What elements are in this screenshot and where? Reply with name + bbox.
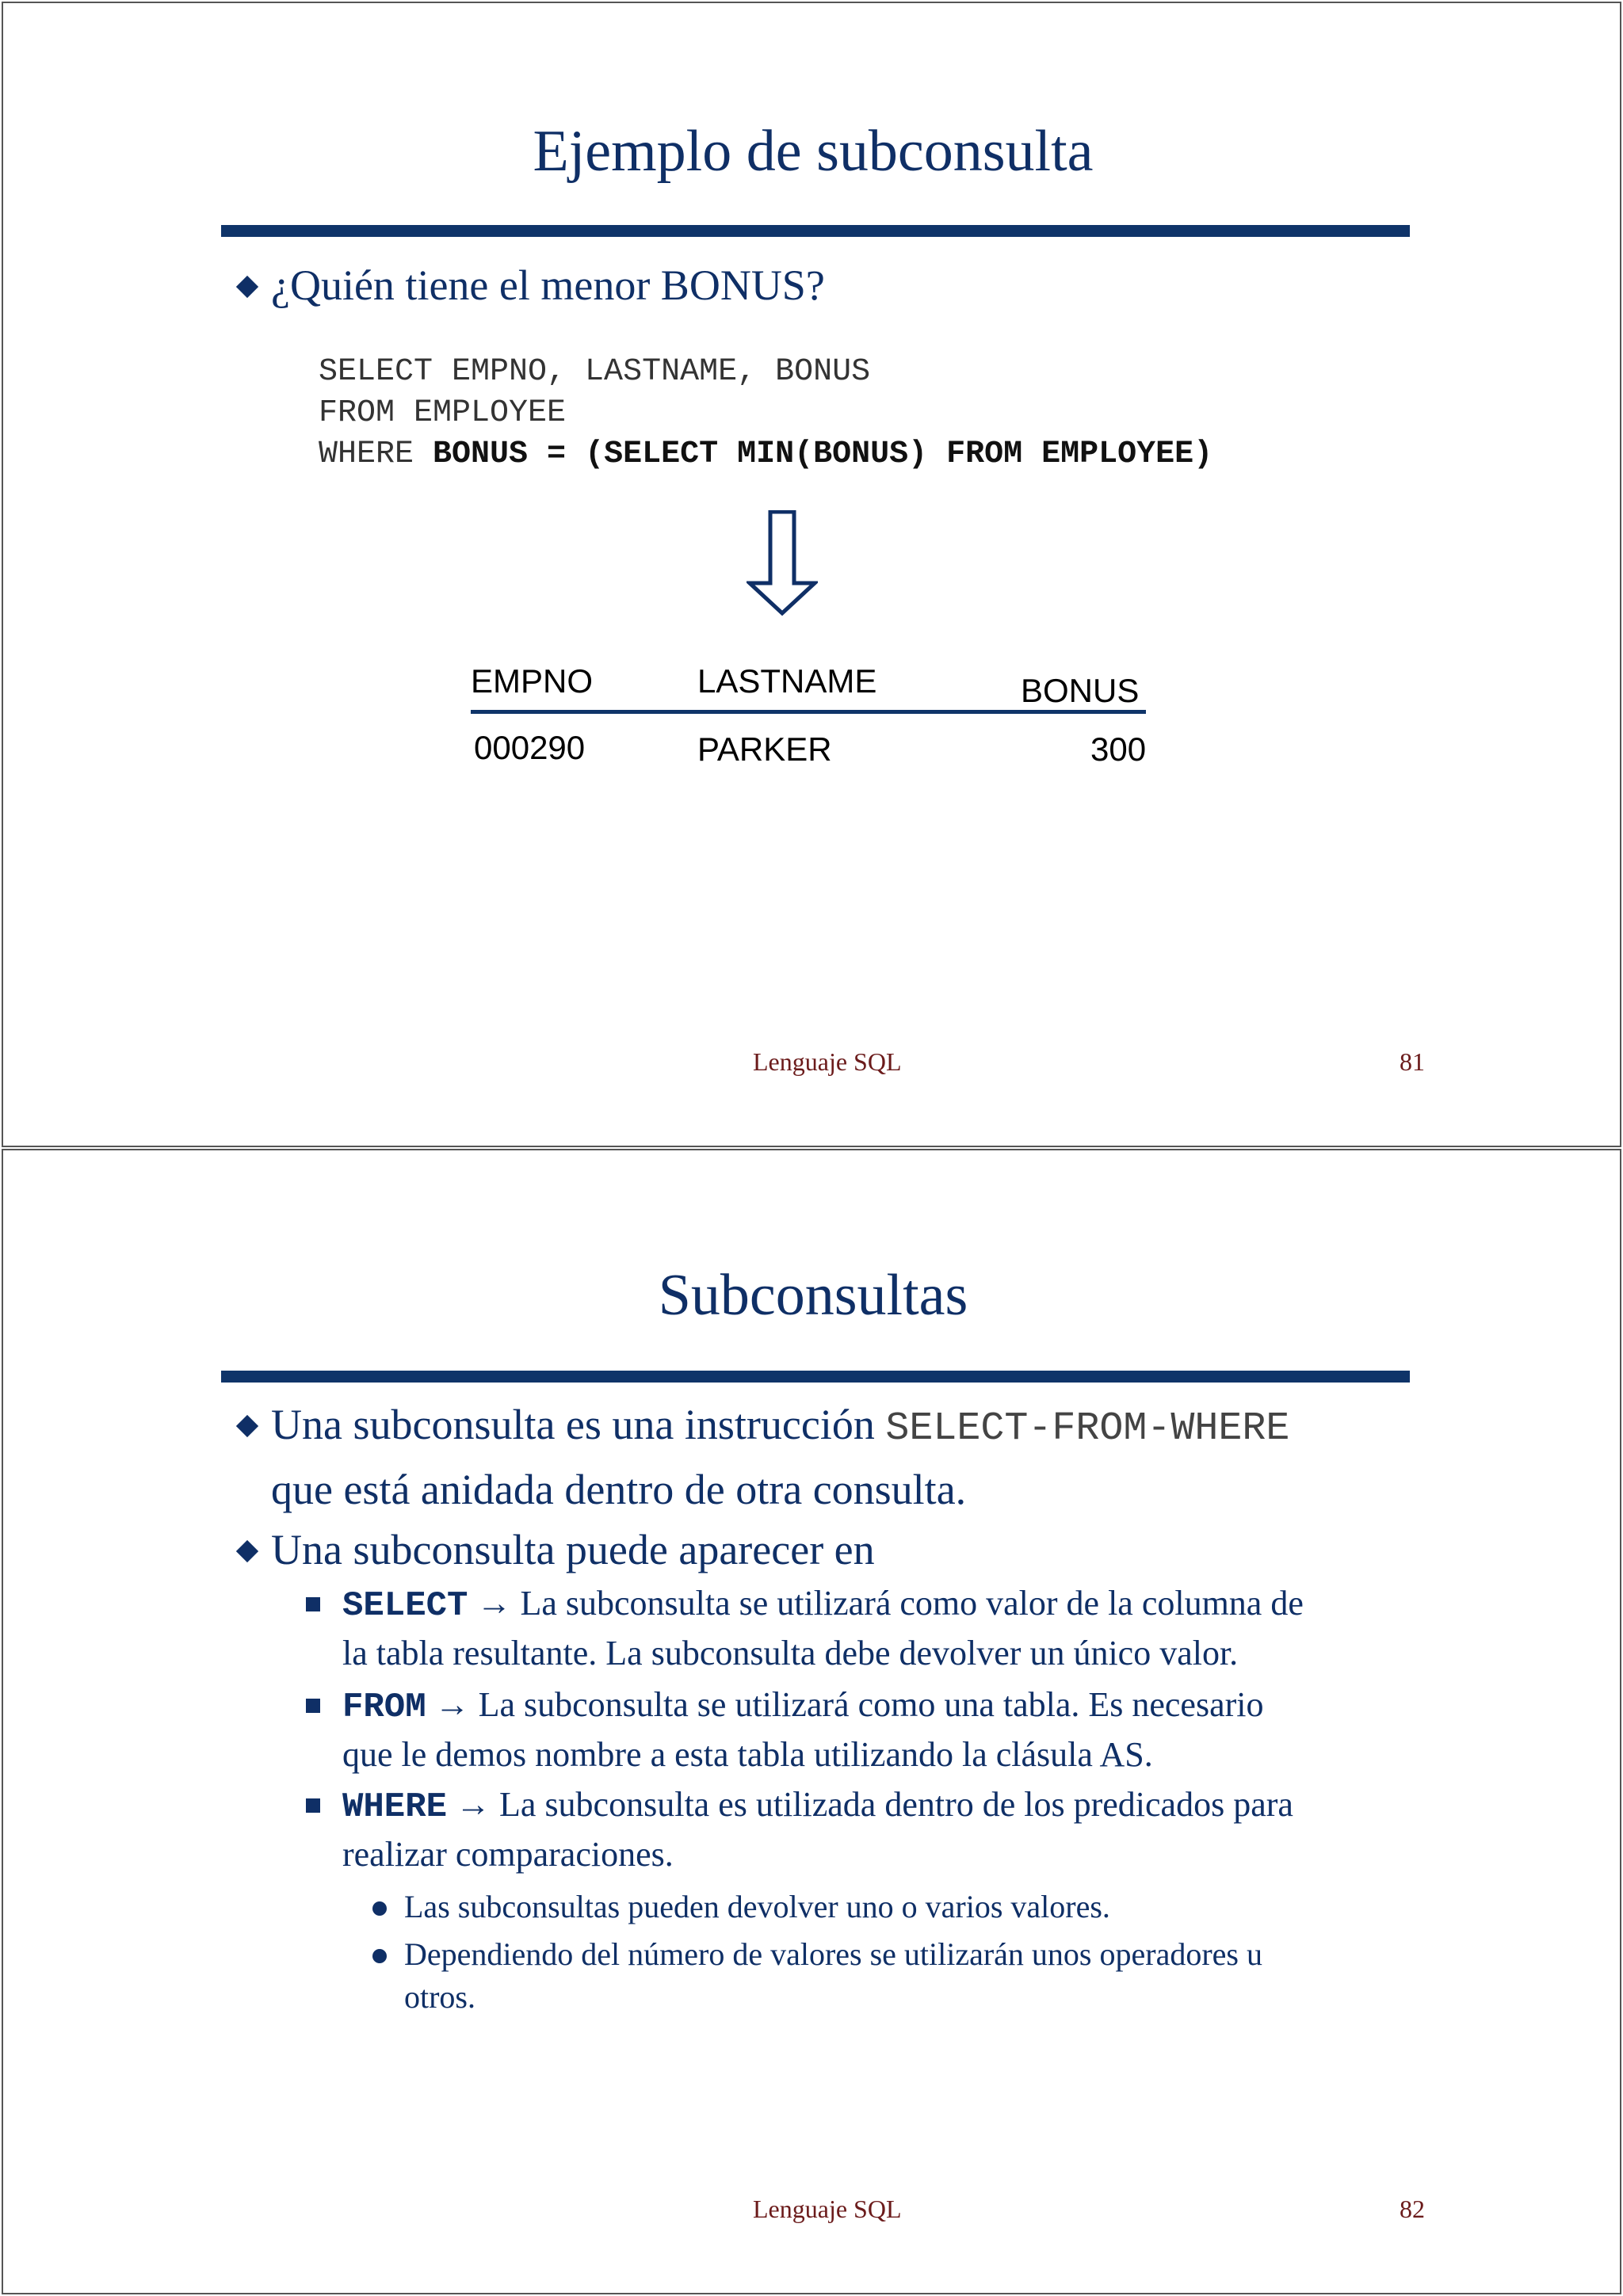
item-keyword: FROM xyxy=(342,1688,426,1727)
arrow-icon: → xyxy=(434,1685,470,1724)
item-select xyxy=(342,1580,1420,1677)
item-keyword: WHERE xyxy=(342,1787,448,1827)
table-header-rule xyxy=(471,710,1146,714)
cell-empno: 000290 xyxy=(474,729,586,766)
subitem-2 xyxy=(404,1933,1434,2019)
slide-title: Ejemplo de subconsulta xyxy=(533,119,1094,184)
sql-code-block xyxy=(319,352,1212,475)
col-header-empno: EMPNO xyxy=(471,662,594,700)
code-line-1: SELECT EMPNO, LASTNAME, BONUS xyxy=(319,354,871,390)
col-header-bonus: BONUS xyxy=(1021,672,1140,709)
item-from xyxy=(342,1681,1420,1779)
item-from-line2: que le demos nombre a esta tabla utilizando la clásula AS. xyxy=(342,1735,1153,1774)
item-select-line1 xyxy=(342,1580,1420,1630)
bullet-definition-line1 xyxy=(271,1394,1428,1459)
col-header-lastname: LASTNAME xyxy=(697,662,877,700)
item-select-line2: la tabla resultante. La subconsulta debe devolver un único valor. xyxy=(342,1634,1239,1672)
arrow-icon: → xyxy=(476,1584,512,1623)
arrow-icon: → xyxy=(456,1785,491,1824)
slide-title: Subconsultas xyxy=(658,1263,968,1328)
diamond-bullet-icon xyxy=(236,1540,258,1562)
square-bullet-icon xyxy=(306,1798,320,1813)
cell-lastname: PARKER xyxy=(697,730,832,768)
title-rule xyxy=(221,1371,1410,1383)
page-number: 82 xyxy=(1400,2195,1425,2223)
diamond-bullet-icon xyxy=(236,276,258,298)
title-rule xyxy=(221,225,1410,237)
slide-81 xyxy=(2,2,1621,1147)
code-line-2: FROM EMPLOYEE xyxy=(319,395,567,431)
page-number: 81 xyxy=(1400,1047,1425,1076)
subitem-2-line1: Dependiendo del número de valores se utilizarán unos operadores u xyxy=(404,1936,1262,1972)
item-where-line1 xyxy=(342,1781,1420,1831)
question-bullet xyxy=(239,255,825,315)
bullet-appear-text: Una subconsulta puede aparecer en xyxy=(271,1526,875,1573)
slide-82 xyxy=(2,1149,1621,2294)
code-where: WHERE xyxy=(319,437,433,472)
bullet-appear xyxy=(239,1520,875,1580)
item-text: La subconsulta es utilizada dentro de los predicados para xyxy=(491,1785,1293,1824)
diamond-bullet-icon xyxy=(236,1415,258,1437)
definition-code: SELECT-FROM-WHERE xyxy=(885,1406,1290,1451)
item-keyword: SELECT xyxy=(342,1586,468,1626)
item-text: La subconsulta se utilizará como valor de la columna de xyxy=(511,1584,1304,1623)
item-where-line2: realizar comparaciones. xyxy=(342,1835,674,1874)
bullet-definition xyxy=(239,1394,1428,1520)
item-where xyxy=(342,1781,1420,1878)
definition-text: Una subconsulta es una instrucción xyxy=(271,1401,886,1448)
cell-bonus: 300 xyxy=(1090,730,1147,768)
square-bullet-icon xyxy=(306,1597,320,1611)
dot-bullet-icon xyxy=(372,1901,387,1916)
footer-label: Lenguaje SQL xyxy=(753,1047,902,1076)
item-text: La subconsulta se utilizará como una tabla. Es necesario xyxy=(469,1685,1264,1724)
subitem-2-line2: otros. xyxy=(404,1979,475,2015)
dot-bullet-icon xyxy=(372,1949,387,1963)
down-arrow-icon xyxy=(747,510,818,617)
code-subquery: BONUS = (SELECT MIN(BONUS) FROM EMPLOYEE) xyxy=(433,437,1213,472)
question-text: ¿Quién tiene el menor BONUS? xyxy=(271,261,825,309)
square-bullet-icon xyxy=(306,1699,320,1713)
bullet-definition-line2: que está anidada dentro de otra consulta. xyxy=(271,1466,967,1513)
subitem-1: Las subconsultas pueden devolver uno o varios valores. xyxy=(404,1889,1110,1924)
footer-label: Lenguaje SQL xyxy=(753,2195,902,2223)
code-line-3 xyxy=(319,434,1212,475)
item-from-line1 xyxy=(342,1681,1420,1731)
